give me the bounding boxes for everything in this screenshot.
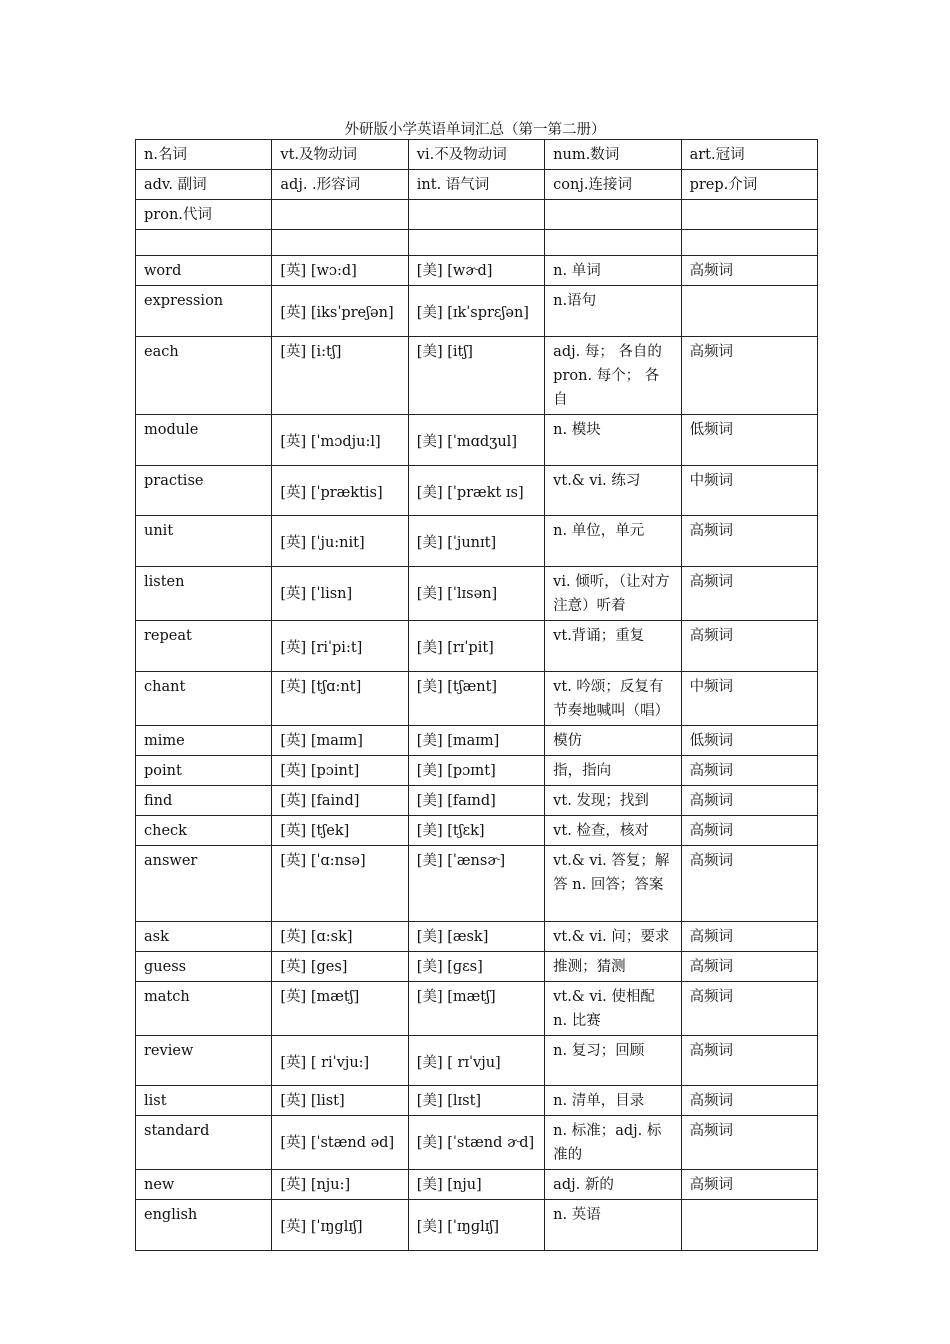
meaning-cell: n. 单位，单元 bbox=[545, 516, 681, 567]
word-row bbox=[136, 1116, 818, 1170]
legend-cell: adv. 副词 bbox=[136, 170, 272, 200]
frequency-cell bbox=[681, 1200, 817, 1251]
us-phonetic-cell: [美] [ˈɪŋɡlɪʃ] bbox=[408, 1200, 544, 1251]
word-row bbox=[136, 256, 818, 286]
word-row bbox=[136, 1036, 818, 1086]
meaning-cell: vt. 检查，核对 bbox=[545, 816, 681, 846]
legend-cell bbox=[681, 230, 817, 256]
legend-row bbox=[136, 200, 818, 230]
uk-phonetic-cell: [英] [ˈɪŋglɪʃ] bbox=[272, 1200, 408, 1251]
legend-row bbox=[136, 230, 818, 256]
meaning-cell: vt. 吟颂；反复有节奏地喊叫（唱） bbox=[545, 672, 681, 726]
legend-cell: pron.代词 bbox=[136, 200, 272, 230]
us-phonetic-cell: [美] [æsk] bbox=[408, 922, 544, 952]
frequency-cell: 高频词 bbox=[681, 621, 817, 672]
legend-cell bbox=[272, 230, 408, 256]
word-cell: new bbox=[136, 1170, 272, 1200]
word-row bbox=[136, 756, 818, 786]
frequency-cell: 高频词 bbox=[681, 1116, 817, 1170]
us-phonetic-cell: [美] [tʃɛk] bbox=[408, 816, 544, 846]
word-cell: list bbox=[136, 1086, 272, 1116]
uk-phonetic-cell: [英] [ˈju:nit] bbox=[272, 516, 408, 567]
legend-row bbox=[136, 170, 818, 200]
legend-cell bbox=[545, 230, 681, 256]
frequency-cell: 低频词 bbox=[681, 726, 817, 756]
word-row bbox=[136, 1200, 818, 1251]
word-cell: repeat bbox=[136, 621, 272, 672]
meaning-cell: n. 英语 bbox=[545, 1200, 681, 1251]
legend-cell bbox=[272, 200, 408, 230]
frequency-cell: 中频词 bbox=[681, 466, 817, 516]
word-cell: practise bbox=[136, 466, 272, 516]
legend-cell bbox=[681, 200, 817, 230]
frequency-cell: 高频词 bbox=[681, 952, 817, 982]
word-cell: standard bbox=[136, 1116, 272, 1170]
vocabulary-table bbox=[135, 139, 818, 1251]
word-row bbox=[136, 466, 818, 516]
meaning-cell: n.语句 bbox=[545, 286, 681, 337]
word-cell: chant bbox=[136, 672, 272, 726]
word-cell: unit bbox=[136, 516, 272, 567]
uk-phonetic-cell: [英] [faind] bbox=[272, 786, 408, 816]
uk-phonetic-cell: [英] [ˈlisn] bbox=[272, 567, 408, 621]
frequency-cell: 高频词 bbox=[681, 982, 817, 1036]
legend-cell: art.冠词 bbox=[681, 140, 817, 170]
word-row bbox=[136, 726, 818, 756]
uk-phonetic-cell: [英] [riˈpi:t] bbox=[272, 621, 408, 672]
us-phonetic-cell: [美] [pɔɪnt] bbox=[408, 756, 544, 786]
meaning-cell: n. 清单，目录 bbox=[545, 1086, 681, 1116]
frequency-cell: 高频词 bbox=[681, 786, 817, 816]
us-phonetic-cell: [美] [tʃænt] bbox=[408, 672, 544, 726]
word-cell: review bbox=[136, 1036, 272, 1086]
legend-cell: adj. .形容词 bbox=[272, 170, 408, 200]
meaning-cell: n. 模块 bbox=[545, 415, 681, 466]
frequency-cell: 高频词 bbox=[681, 756, 817, 786]
meaning-cell: adj. 新的 bbox=[545, 1170, 681, 1200]
frequency-cell: 高频词 bbox=[681, 567, 817, 621]
word-cell: match bbox=[136, 982, 272, 1036]
uk-phonetic-cell: [英] [maɪm] bbox=[272, 726, 408, 756]
legend-cell bbox=[408, 230, 544, 256]
frequency-cell: 高频词 bbox=[681, 1170, 817, 1200]
word-cell: each bbox=[136, 337, 272, 415]
word-row bbox=[136, 567, 818, 621]
page-title: 外研版小学英语单词汇总（第一第二册） bbox=[344, 122, 606, 138]
word-row bbox=[136, 816, 818, 846]
us-phonetic-cell: [美] [lɪst] bbox=[408, 1086, 544, 1116]
word-row bbox=[136, 786, 818, 816]
us-phonetic-cell: [美] [wɚd] bbox=[408, 256, 544, 286]
word-cell: module bbox=[136, 415, 272, 466]
word-row bbox=[136, 1170, 818, 1200]
meaning-cell: vt. 发现；找到 bbox=[545, 786, 681, 816]
us-phonetic-cell: [美] [rɪˈpit] bbox=[408, 621, 544, 672]
word-cell: guess bbox=[136, 952, 272, 982]
us-phonetic-cell: [美] [faɪnd] bbox=[408, 786, 544, 816]
uk-phonetic-cell: [英] [tʃek] bbox=[272, 816, 408, 846]
word-row bbox=[136, 1086, 818, 1116]
us-phonetic-cell: [美] [itʃ] bbox=[408, 337, 544, 415]
meaning-cell: vi. 倾听，（让对方注意）听着 bbox=[545, 567, 681, 621]
us-phonetic-cell: [美] [ˈlɪsən] bbox=[408, 567, 544, 621]
legend-cell bbox=[408, 200, 544, 230]
uk-phonetic-cell: [英] [mætʃ] bbox=[272, 982, 408, 1036]
meaning-cell: vt.& vi. 问；要求 bbox=[545, 922, 681, 952]
legend-cell bbox=[136, 230, 272, 256]
frequency-cell: 高频词 bbox=[681, 337, 817, 415]
word-cell: find bbox=[136, 786, 272, 816]
legend-row bbox=[136, 140, 818, 170]
uk-phonetic-cell: [英] [i:tʃ] bbox=[272, 337, 408, 415]
meaning-cell: 指，指向 bbox=[545, 756, 681, 786]
word-cell: answer bbox=[136, 846, 272, 922]
meaning-cell: vt.& vi. 使相配 n. 比赛 bbox=[545, 982, 681, 1036]
word-row bbox=[136, 286, 818, 337]
meaning-cell: n. 标准；adj. 标准的 bbox=[545, 1116, 681, 1170]
word-cell: english bbox=[136, 1200, 272, 1251]
frequency-cell: 高频词 bbox=[681, 1036, 817, 1086]
uk-phonetic-cell: [英] [iksˈpreʃən] bbox=[272, 286, 408, 337]
us-phonetic-cell: [美] [maɪm] bbox=[408, 726, 544, 756]
uk-phonetic-cell: [英] [ɑ:sk] bbox=[272, 922, 408, 952]
word-cell: word bbox=[136, 256, 272, 286]
word-cell: mime bbox=[136, 726, 272, 756]
uk-phonetic-cell: [英] [ˈstænd əd] bbox=[272, 1116, 408, 1170]
frequency-cell: 高频词 bbox=[681, 816, 817, 846]
legend-cell: n.名词 bbox=[136, 140, 272, 170]
legend-cell: vt.及物动词 bbox=[272, 140, 408, 170]
uk-phonetic-cell: [英] [ˈpræktis] bbox=[272, 466, 408, 516]
word-cell: expression bbox=[136, 286, 272, 337]
meaning-cell: 推测；猜测 bbox=[545, 952, 681, 982]
meaning-cell: vt.背诵；重复 bbox=[545, 621, 681, 672]
legend-cell: conj.连接词 bbox=[545, 170, 681, 200]
word-cell: point bbox=[136, 756, 272, 786]
uk-phonetic-cell: [英] [list] bbox=[272, 1086, 408, 1116]
legend-cell: int. 语气词 bbox=[408, 170, 544, 200]
word-cell: check bbox=[136, 816, 272, 846]
frequency-cell: 高频词 bbox=[681, 846, 817, 922]
legend-cell: num.数词 bbox=[545, 140, 681, 170]
uk-phonetic-cell: [英] [pɔint] bbox=[272, 756, 408, 786]
word-row bbox=[136, 922, 818, 952]
us-phonetic-cell: [美] [ɡɛs] bbox=[408, 952, 544, 982]
us-phonetic-cell: [美] [ˈjunɪt] bbox=[408, 516, 544, 567]
word-row bbox=[136, 846, 818, 922]
word-cell: listen bbox=[136, 567, 272, 621]
us-phonetic-cell: [美] [ˈstænd ɚd] bbox=[408, 1116, 544, 1170]
us-phonetic-cell: [美] [ˈænsɚ] bbox=[408, 846, 544, 922]
word-row bbox=[136, 516, 818, 567]
uk-phonetic-cell: [英] [ riˈvju:] bbox=[272, 1036, 408, 1086]
word-row bbox=[136, 672, 818, 726]
meaning-cell: adj. 每； 各自的 pron. 每个； 各自 bbox=[545, 337, 681, 415]
meaning-cell: 模仿 bbox=[545, 726, 681, 756]
meaning-cell: n. 单词 bbox=[545, 256, 681, 286]
us-phonetic-cell: [美] [ɪkˈsprɛʃən] bbox=[408, 286, 544, 337]
word-cell: ask bbox=[136, 922, 272, 952]
frequency-cell: 高频词 bbox=[681, 1086, 817, 1116]
uk-phonetic-cell: [英] [ges] bbox=[272, 952, 408, 982]
word-row bbox=[136, 982, 818, 1036]
uk-phonetic-cell: [英] [wɔ:d] bbox=[272, 256, 408, 286]
word-row bbox=[136, 952, 818, 982]
us-phonetic-cell: [美] [nju] bbox=[408, 1170, 544, 1200]
frequency-cell bbox=[681, 286, 817, 337]
legend-cell bbox=[545, 200, 681, 230]
us-phonetic-cell: [美] [ˈmɑdʒul] bbox=[408, 415, 544, 466]
legend-cell: prep.介词 bbox=[681, 170, 817, 200]
uk-phonetic-cell: [英] [tʃɑ:nt] bbox=[272, 672, 408, 726]
frequency-cell: 高频词 bbox=[681, 922, 817, 952]
meaning-cell: vt.& vi. 练习 bbox=[545, 466, 681, 516]
uk-phonetic-cell: [英] [nju:] bbox=[272, 1170, 408, 1200]
frequency-cell: 高频词 bbox=[681, 516, 817, 567]
uk-phonetic-cell: [英] [ˈɑ:nsə] bbox=[272, 846, 408, 922]
uk-phonetic-cell: [英] [ˈmɔdju:l] bbox=[272, 415, 408, 466]
frequency-cell: 高频词 bbox=[681, 256, 817, 286]
us-phonetic-cell: [美] [ˈprækt ɪs] bbox=[408, 466, 544, 516]
legend-cell: vi.不及物动词 bbox=[408, 140, 544, 170]
meaning-cell: n. 复习；回顾 bbox=[545, 1036, 681, 1086]
us-phonetic-cell: [美] [ rɪˈvju] bbox=[408, 1036, 544, 1086]
frequency-cell: 低频词 bbox=[681, 415, 817, 466]
word-row bbox=[136, 621, 818, 672]
frequency-cell: 中频词 bbox=[681, 672, 817, 726]
word-row bbox=[136, 337, 818, 415]
word-row bbox=[136, 415, 818, 466]
us-phonetic-cell: [美] [mætʃ] bbox=[408, 982, 544, 1036]
meaning-cell: vt.& vi. 答复；解答 n. 回答；答案 bbox=[545, 846, 681, 922]
